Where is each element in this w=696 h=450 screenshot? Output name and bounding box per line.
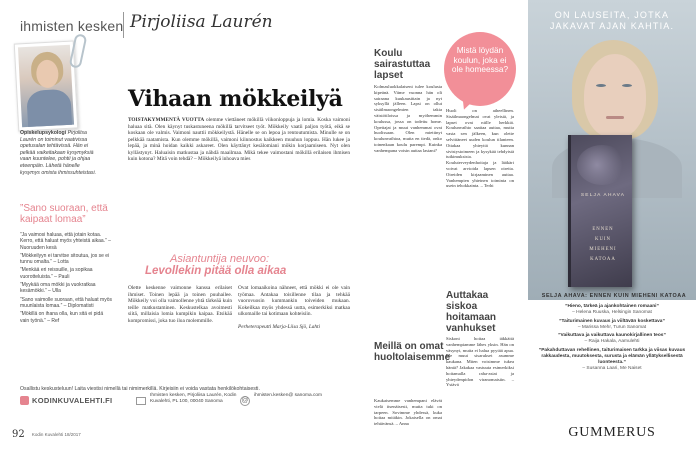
letter-body: olemme viettäneet mökillä viikonloppuja ja lomia. Koska vaimoni haluaa sitä. Olen käynyt tuskastuneena mökillä tarvitseet työt. Mökkeily vaatii paljon työtä, eikä se koskaan ole valmis. Vaimoni nauttii mökkeilystä. Hänelle se on lepoa ja rentoutumista. Minulle se on pelkkää raatamista. Kun olemme mökillä, vaimoni kiinnostus kaikkeen muuhun loppuu. Hän lukee ja lepää, ja minä hoidan kaikki askareet. Olen käyttänyt kesälomiani mökin korjaamiseen. Nyt olen kyllästynyt. Haluaisin matkustaa ja nähdä maailmaa. Mikä tekee vaimostani mökillä erilaisen ihmisen kuin kotona? Mitä voin tehdä? – Mökkeilyä inhoava mies bbox=[128, 117, 350, 162]
review-source: – Helena Ruuska, Helsingin Sanomat bbox=[572, 310, 652, 316]
ad-book-headline: SELJA AHAVA: ENNEN KUIN MIEHENI KATOAA bbox=[541, 293, 687, 299]
letter-text bbox=[128, 117, 350, 163]
mail-icon bbox=[136, 397, 146, 405]
school-answer: Huoli on aiheellinen. Sisäilmaongelmat ovat yleisiä, ja lapset ovat niille herkkiä. Koulunvaihto saattaa auttaa, mutta vasta sen jälkeen, kun olette selvittäneet uuden koulun tilanteen. Ottakaa yhteyttä kunnan sivistystoimeen ja kysykää tehdyistä tutkimuksista. Kouluterveydenhoitaja ja lääkäri voivat arvioida lapsen oireita. Oireiden kirjaaminen auttaa. Vanhempien yhteinen toiminta on usein tehokkainta. – Terhi bbox=[446, 108, 514, 189]
review-quote: ”Pakahduttavan rehellinen, taiturimaisen tarkka ja viisas kuvaus rakkaudesta, muutoksesta, surusta ja elämän yllätyksellisestä luonteesta.” bbox=[538, 347, 686, 365]
column-heading-school: Koulu sairastuttaa lapset bbox=[374, 48, 431, 81]
own-text: Kaukaisemme vanhempani elävät vielä itsenäisesti, mutta tuki on tarpeen. Sovimme yhdessä, kuka hoitaa mitäkin. Jokaisella on omat tehtävänsä. – Anna bbox=[374, 398, 442, 427]
pull-quote: ”Sano suoraan, että kaipaat lomaa” bbox=[20, 203, 108, 225]
page-footer bbox=[12, 429, 81, 440]
review-quote: ”Taiturimainen kuvaus ja viiltävän koskettava” bbox=[559, 318, 665, 324]
speech-bubble-text: Mistä löydän koulun, joka ei ole homeessa? bbox=[451, 45, 509, 74]
postal-address: Ihmisten kesken, Pirjoliisa Laurén, Kodin Kuvalehti, PL 100, 00040 Sanoma bbox=[150, 393, 237, 404]
column-heading-own: Meillä on omat huoltolaisemme bbox=[374, 341, 451, 363]
article-title: Vihaan mökkeilyä bbox=[128, 86, 343, 112]
expert-signature: Perheterapeutti Marja-Liisa Sjö, Lahti bbox=[238, 324, 321, 330]
expert-text-col2 bbox=[238, 285, 350, 331]
website-link[interactable]: KODINKUVALEHTI.FI bbox=[32, 396, 113, 405]
review-list bbox=[536, 304, 688, 375]
book-cover-author: SELJA AHAVA bbox=[580, 193, 626, 198]
issue-info: Kodin Kuvalehti 18/2017 bbox=[31, 432, 81, 437]
book-cover[interactable] bbox=[568, 135, 632, 287]
column-heading-sister: Auttakaa siskoa hoitamaan vanhukset bbox=[446, 290, 497, 334]
email-icon: @ bbox=[241, 397, 249, 404]
reader-answer: ”Myykää oma mökki ja vuokratkaa kesämökki.” – Ulla bbox=[20, 282, 96, 295]
expert-title: Levollekin pitää olla aikaa bbox=[145, 265, 287, 277]
contact-intro: Osallistu keskusteluun! Laita viestisi nimellä tai nimimerkillä. Kirjeisiin ei voida vastata henkilökohtaisesti. bbox=[20, 386, 260, 392]
sister-text: Siskoni hoitaa iäkkäitä vanhempiamme lähes yksin. Hän on väsynyt, mutta ei halua pyytää apua. Me muut sisarukset asumme kaukana. Miten voisimme tukea häntä? Jakakaa vastuuta esimerkiksi hoitamalla raha-asiat ja yhteydenpidon viranomaisiin. – Ystävä bbox=[446, 336, 514, 388]
book-advertisement bbox=[528, 0, 696, 450]
ad-quote: ON LAUSEITA, JOTKA JAKAVAT AJAN KAHTIA. bbox=[549, 10, 675, 31]
review-source: – Susanna Laari, Me Naiset bbox=[582, 366, 642, 372]
review-source: – Marissa Mehr, Turun Sanomat bbox=[577, 324, 647, 330]
expert-text: Ovat lomaaikoina nähneet, että mökki ei ole vain työmaa. Antakaa toisillenne tilaa ja tehkää vuorovuosin kummankin toiveiden mukaan. Kokeilkaa myös yhdessä uutta, esimerkiksi matkaa ulkomaille tai kotimaan kohteisiin. bbox=[238, 285, 350, 317]
website-icon bbox=[20, 396, 29, 405]
email-link[interactable]: ihmisten.kesken@ sanoma.com bbox=[254, 393, 323, 398]
bio-text: Pirjoliisa Laurén on toiminut vaativissa opetusalan tehtävissä. Hän ei pelkää vaikeitakaan kysymyksiä vaan kuuntelee, pohtii ja ohjaa eteenpäin. Lähetä hänelle kysymys omista ihmissuhteistasi. bbox=[20, 130, 97, 176]
reader-answer: ”Ja vaimosi haluaa, että jotain kotaa. Kerro, että haluat myös yhteistä aikaa.” – Nuoruuden kesä bbox=[20, 232, 111, 251]
review-quote: ”Vaikuttava ja vaikuttava kaunokirjallinen teos” bbox=[558, 333, 666, 339]
flower-icon bbox=[577, 145, 627, 185]
reader-answer: ”Mökillä on ihana olla, kun sitä ei pidä vain työnä.” – Ref bbox=[20, 311, 104, 324]
book-cover-title: ENNEN KUIN MIEHENI KATOAA bbox=[589, 227, 617, 262]
expert-text-col1: Olette keskenne vaimonne kanssa erilaiset ihmiset. Toinen lepää ja toinen puuhailee. Mökkeily voi olla vaimollenne yhtä tärkeää kuin teille matkustaminen. Keskustelkaa avoimesti siitä, millaisia lomia kumpikin kaipaa. Etsikää kompromissi, joka tuo iloa molemmille. bbox=[128, 285, 232, 324]
reader-answer: ”Sano vaimolle suoraan, että haluat myös muunlaista lomaa.” – Diplomatisti bbox=[20, 296, 112, 309]
reader-answer: ”Menkää eri reissuille, ja sopikaa vuorotteluista.” – Pauli bbox=[20, 267, 93, 280]
author-photo bbox=[528, 0, 696, 300]
bio-name: Opiskelupsykologi bbox=[20, 130, 67, 136]
publisher-logo: GUMMERUS bbox=[568, 425, 656, 440]
expert-label: Asiantuntija neuvoo: bbox=[170, 253, 270, 265]
columnist-name: Pirjoliisa Laurén bbox=[130, 12, 273, 32]
school-letter: Kolmasluokkalaiseni tulee koulusta kipeänä. Viime vuonna hän oli sairaana kuukausittain ja nyt syksyllä jälleen. Lapsi on ollut sisäilmaongelmien takia väistötiloissa ja myöhemmin koulussa, jossa on todettu home. Opettajat ja muut vanhemmat ovat huolissaan. Olen miettinyt koulunvaihtoa, mutta en tiedä, onko toinenkaan koulu parempi. Kuinka vanhempana voisin auttaa lastani? bbox=[374, 84, 442, 153]
columnist-bio bbox=[20, 130, 98, 176]
page-number: 92 bbox=[12, 429, 25, 440]
header-divider bbox=[123, 12, 124, 38]
reader-answers bbox=[20, 232, 112, 326]
review-quote: ”Hieno, tärkeä ja ajankohtainen romaani” bbox=[565, 304, 659, 309]
reader-answer: ”Mökkeilyyn ei tarvitse sitoutua, jos se ei tunnu omalta.” – Lotta bbox=[20, 252, 110, 266]
columnist-photo bbox=[14, 40, 79, 131]
letter-lead: TOISTAKYMMENTÄ VUOTTA bbox=[128, 117, 205, 123]
review-source: – Raija Hakala, Aamulehti bbox=[584, 339, 640, 345]
series-title: ihmisten kesken bbox=[20, 18, 124, 34]
